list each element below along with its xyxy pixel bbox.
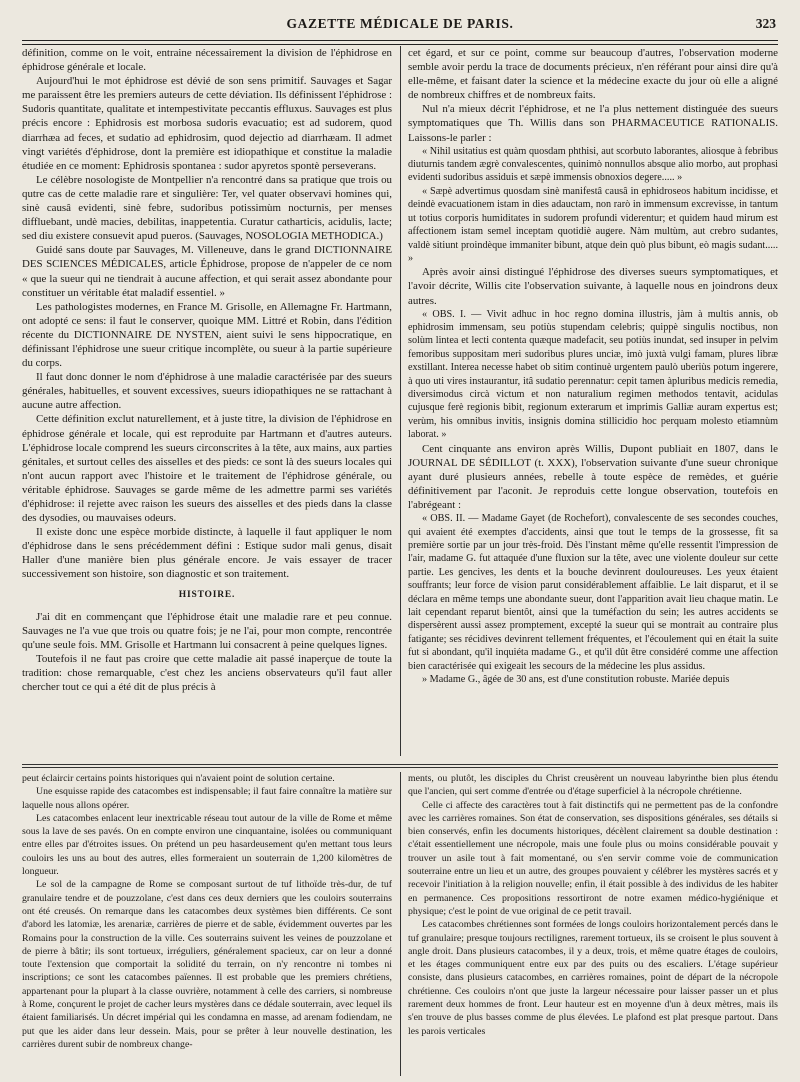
column-top-right [408, 46, 778, 758]
paragraph: « OBS. I. — Vivit adhuc in hoc regno domina illustris, jàm à multis annis, ob ephidrosim immensam, seu potiùs stupendam celebris; quippè singulis noctibus, non solùm lintea et lecti contenta quæque madefacit, seu potiùs inundat, sed insuper in pelvim femoribus suppositam meri sudoribus plures unciæ, imò juxtà vulgi famam, plures libræ exstillant. Interea necesse habet ob sitim continuè urgentem paulò uberiùs potum ingerere, à quo uti vires instaurantur, itâ sudatio perennatur: cepit tamen àpluribus medicis remedia, diversimodus circà victum et non naturalium regimen methodos tentavit, acidulas cujusque ferè regionis bibit, regionum exterarum et imprimis Galliæ auram expertus est; verùm, his omnibus invitis, insignis domina stillicidio hoc perquam molesto etiamnùm laborat. » [408, 308, 778, 441]
paragraph: Il existe donc une espèce morbide distincte, à laquelle il faut appliquer le nom d'éphidrose dans le sens précédemment défini : Estique sudor mali genus, disait Haller d'une manière bien plus générale encore. Je vais essayer de tracer successivement son histoire, son diagnostic et son traitement. [22, 526, 392, 581]
paragraph: Aujourd'hui le mot éphidrose est dévié de son sens primitif. Sauvages et Sagar me paraissent être les premiers auteurs de cette déviation. Ils définissent l'éphidrose : Sudoris quantitate, qualitate et intempestivitate peccantis effluxus. Sauvages est plus précis encore : Ephidrosis est morbosa sudoris evacuatio; est ad sudorem, quod diarrhæa ad feces, et sudatio ad ephidrosim, quod dejectio ad diarrhæam. Il admet vingt variétés d'éphidrose, dont la première est idiopathique et constitue la maladie étudiée en ce moment: Ephidrosis spontanea : sudor apyretos spontè perseverans. [22, 75, 392, 172]
paragraph: peut éclaircir certains points historiques qui n'avaient point de solution certaine. [22, 773, 335, 784]
paragraph: Cette définition exclut naturellement, et à juste titre, la division de l'éphidrose en éphidrose générale et locale, qui est reproduite par Hartmann et d'autres auteurs. L'éphidrose locale comprend les sueurs circonscrites à la tête, aux mains, aux parties génitales, et surtout celles des aisselles et des pieds: ce sont là des sueurs locales qui n'ont aucun rapport avec l'histoire et le traitement de l'éphidrose générale, ou véritable éphidrose. Sauvages se garde même de les admettre parmi ses variétés d'éphidrose: il rejette avec raison les sueurs des aisselles et des pieds dans la classe des dysodies, ou mauvaises odeurs. [22, 413, 392, 525]
journal-title: GAZETTE MÉDICALE DE PARIS. [286, 16, 514, 31]
section-heading: HISTOIRE. [178, 589, 236, 600]
paragraph: Une esquisse rapide des catacombes est indispensable; il faut faire connaître la matière sur laquelle nous allons opérer. [22, 786, 392, 811]
column-divider-bottom [400, 772, 401, 1076]
paragraph: « Nihil usitatius est quàm quosdam phthisi, aut scorbuto laborantes, aliosque à febribus diuturnis tandem ægrè convalescentes, quinimò nonnullos absque alio morbo, aut prophasi evidenti sudoribus assiduis et sæpè immensis obnoxios degere..... » [408, 145, 778, 184]
paragraph: Le sol de la campagne de Rome se composant surtout de tuf lithoïde très-dur, de tuf granulaire tendre et de pouzzolane, c'est dans ces deux derniers que les couloirs souterrains ont été creusés. On remarque dans les catacombes deux systèmes bien différents. Ce sont d'abord les latomiæ, les arenariæ, carrières de pierre et de sable, évidemment ouvertes par les Romains pour la construction de la ville. Ces souterrains suivent les veines de pouzzolane et de pierre à bâtir; ils sont tortueux, irréguliers, généralement spacieux, car on leur a donné toute l'extension que comportait la solidité du terrain, on n'y rencontre ni tombes ni inscriptions; ce sont les catacombes païennes. Il est probable que les premiers chrétiens, appartenant pour la plupart à la classe ouvrière, notamment à celle des carriers, si nombreuse à Rome, conçurent le projet de cacher leurs mystères dans ce dédale souterrain, avec lequel ils étaient familiarisés. Un décret impérial qui les condamna en masse, ad arenam fodiendam, ne put que les aider dans leur dessein. Mais, pour se prêter à leur nouvelle destination, les carrières durent subir de nombreux change- [22, 879, 392, 1050]
paragraph: Nul n'a mieux décrit l'éphidrose, et ne l'a plus nettement distinguée des sueurs symptomatiques que Th. Willis dans son PHARMACEUTICE RATIONALIS. Laissons-le parler : [408, 103, 778, 144]
paragraph: Les pathologistes modernes, en France M. Grisolle, en Allemagne Fr. Hartmann, ont adopté ce sens: il faut le conserver, quoique MM. Littré et Robin, dans l'édition récente du DICTIONNAIRE DE NYSTEN, aient suivi le sens hippocratique, en définissant l'éphidrose une sueur critique incomplète, ou sueur à la partie supérieure du corps. [22, 300, 392, 370]
paragraph: » Madame G., âgée de 30 ans, est d'une constitution robuste. Mariée depuis [422, 674, 730, 685]
paragraph: Après avoir ainsi distingué l'éphidrose des diverses sueurs symptomatiques, et l'avoir décrite, Willis cite l'observation suivante, à laquelle nous en joindrons deux autres. [408, 266, 778, 307]
paragraph: « Sæpè advertimus quosdam sinè manifestâ causâ in ephidroseos habitum incidisse, et deindè evacuationem istam in dies adauctam, non rarò in immensum excrevisse, in tantum ut totius corporis humiditates in sudorem profundi viderentur; et quidem haud mirum est affectionem istam semel inceptam quotidiè augere. Nàm multùm, aut crebro sudantes, valdè sitiunt proindèque immaniter bibunt, atque dein quò plus bibunt, eò magis sudant..... » [408, 185, 778, 264]
paragraph: Guidé sans doute par Sauvages, M. Villeneuve, dans le grand DICTIONNAIRE DES SCIENCES MÉDICALES, article Éphidrose, propose de n'appeler de ce nom « que la sueur qui ne tiendrait à aucune affection, et qui serait assez abondante pour constituer un véritable état maladif essentiel. » [22, 244, 392, 299]
column-bottom-right [408, 772, 778, 1078]
paragraph: Les catacombes enlacent leur inextricable réseau tout autour de la ville de Rome et même sous la lave de ses pavés. On en compte environ une cinquantaine, isolées ou communiquant entre elles par d'étroites issues. On prétend un peu hasardeusement qu'en mettant tous leurs couloirs les uns au bout des autres, elles formeraient un souterrain de 1,200 kilomètres de longueur. [22, 812, 392, 878]
paragraph: ments, ou plutôt, les disciples du Christ creusèrent un nouveau labyrinthe bien plus étendu que l'ancien, qui sert comme d'entrée ou d'étage superficiel à la nécropole chrétienne. [408, 773, 778, 798]
column-divider-top [400, 46, 401, 756]
column-bottom-left [22, 772, 392, 1078]
paragraph: Cent cinquante ans environ après Willis, Dupont publiait en 1807, dans le JOURNAL DE SÉDILLOT (t. XXX), l'observation suivante d'une sueur chronique ayant duré plusieurs années, rebelle à toute espèce de remèdes, et guérie définitivement par l'aconit. Je reproduis cette longue observation, toutefois en l'abrégeant : [408, 442, 778, 512]
paragraph: Les catacombes chrétiennes sont formées de longs couloirs horizontalement percés dans le tuf granulaire; presque toujours rectilignes, rarement tortueux, ils se croisent le plus souvent à angle droit. Dans plusieurs catacombes, il y a deux, trois, et même quatre étages de couloirs, et les étages communiquent entre eux par des puits ou des escaliers. L'étage supérieur consiste, dans plusieurs catacombes, en carrières romaines, point de départ de la nécropole chrétienne. Ces couloirs n'ont que juste la largeur nécessaire pour laisser passer un et plus rarement deux hommes de front. Leur hauteur est en moyenne d'un à deux mètres, mais ils s'en trouve de plus basses comme de plus élevées. Le plafond est plat presque partout. Dans les parois verticales [408, 919, 778, 1037]
paragraph: Le célèbre nosologiste de Montpellier n'a rencontré dans sa pratique que trois ou qutre cas de cette maladie rare et singulière: Ter, vel quater observavi homines qui, sinè causâ evidenti, sinè febre, sudoribus potissimùm nocturnis, per menses diffluebant, undè macies, debilitas, inappetentia. Curatur catharticis, acidulis, lacte; sed diu existere consuevit apud pueros. (Sauvages, NOSOLOGIA METHODICA.) [22, 173, 392, 243]
feuilleton-rule [22, 764, 778, 768]
paragraph: J'ai dit en commençant que l'éphidrose était une maladie rare et peu connue. Sauvages ne l'a vue que trois ou quatre fois; je ne l'ai, pour mon compte, rencontrée qu'une seule fois. MM. Grisolle et Hartmann lui consacrent à peine quelques lignes. [22, 610, 392, 651]
paragraph: Celle ci affecte des caractères tout à fait distinctifs qui ne permettent pas de la confondre avec les carrières romaines. Son état de conservation, ses dispositions générales, ses détails si bien conservés, enfin les documents historiques, décèlent clairement sa double destination : c'était essentiellement une nécropole, mais une foule plus ou moins considérable pouvait y trouver un asile tout à fait momentané, ou s'en servir comme voie de communication souterraine entre un lieu et un autre, des groupes pouvaient y célébrer les mystères sacrés et y recevoir l'initiation à la religion nouvelle; enfin, il était possible à des individus de les habiter en permanence. Ces propositions ressortiront de notre examen médico-hygiénique et physique; c'est le point de vue original de ce petit travail. [408, 799, 778, 917]
paragraph: Toutefois il ne faut pas croire que cette maladie ait passé inaperçue de toute la tradition: chose remarquable, c'est chez les anciens observateurs qu'il faut aller chercher tout ce qui a été dit de plus précis à [22, 652, 392, 694]
paragraph: « OBS. II. — Madame Gayet (de Rochefort), convalescente de ses secondes couches, qui avaient été exemptes d'accidents, ainsi que tout le temps de la grossesse, fit sa première sortie par un jour très-froid. Dès l'instant même qu'elle ressentit l'impression de l'air, madame G. fut attaquée d'une fluxion sur la tête, avec une violente douleur sur cette partie. Les gencives, les dents et la bouche devinrent douloureuses. Les yeux étaient souffrants; leur force de vision parut considérablement affaiblie. Le lait disparut, et il se déclara en même temps une abondante sueur, dont l'apparition avait lieu chaque matin. Le lait cependant reparut bientôt, ainsi que la tuméfaction du sein; les autres accidents se dispersèrent aussi assez promptement, excepté la sueur qui se montrait au contraire plus fatigante; ses récidives devinrent tellement fréquentes, et l'écoulement qui en était la suite fut si abondant, qu'il inquiéta madame G., et qu'il dût être considéré comme une affection bien caractérisée qui exigeait les secours de la médecine les plus assidus. [408, 513, 778, 672]
header-rule [22, 40, 778, 45]
paragraph: définition, comme on le voit, entraine nécessairement la division de l'éphidrose en éphidrose générale et locale. [22, 47, 392, 74]
running-head [22, 10, 778, 36]
paragraph: Il faut donc donner le nom d'éphidrose à une maladie caractérisée par des sueurs générales, habituelles, et souvent excessives, sueurs idiopathiques ne se rattachant à aucune autre affection. [22, 371, 392, 412]
page-number: 323 [755, 16, 776, 31]
column-top-left [22, 46, 392, 758]
paragraph: cet égard, et sur ce point, comme sur beaucoup d'autres, l'observation moderne semble avoir perdu la trace de documents précieux, n'en référant pour ainsi dire qu'à elle-même, et faisant dater la science et la médecine exacte du jour où elle a aligné de nombreux chiffres et de nombreux faits. [408, 47, 778, 102]
